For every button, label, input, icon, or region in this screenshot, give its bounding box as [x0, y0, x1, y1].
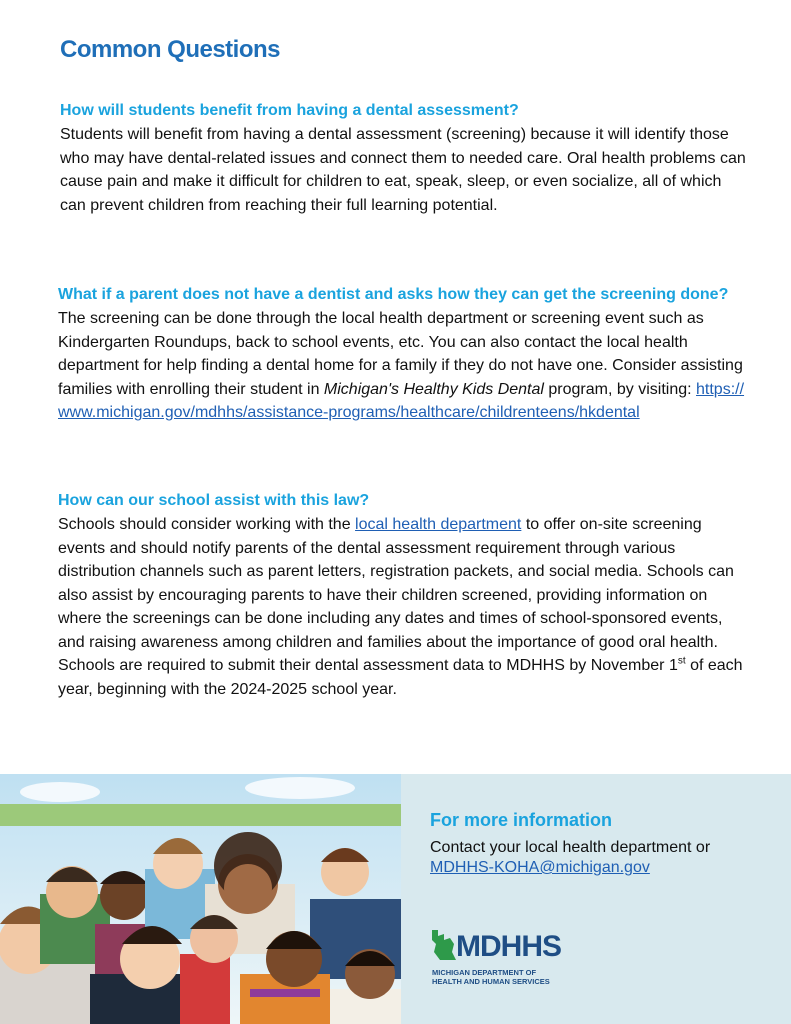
more-info-heading: For more information: [430, 810, 613, 830]
local-health-department-link[interactable]: local health department: [355, 516, 522, 533]
answer-text: Schools should consider working with the local health department to offer on-site screening events and should notify parents of the dental assessment requirement through various distribution channels such as parent letters, registration packets, and social media. Schools can also assist by encouraging parents to have their children screened, providing information on where the screenings can be done including any dates and times of school-sponsored events, and raising awareness among children and families about the importance of good oral health. Schools are required to submit their dental assessment data to MDHHS by November 1st of each year, beginning with the 2024-2025 school year.: [58, 516, 743, 698]
question-no-dentist: [58, 284, 748, 425]
answer-text: Students will benefit from having a dental assessment (screening) because it will identify those who may have dental-related issues and connect them to needed care. Oral health problems can cause pain and make it difficult for children to eat, speak, sleep, or even socialize, all of which can prevent children from reaching their full learning potential.: [60, 126, 746, 214]
program-name: Michigan's Healthy Kids Dental: [323, 380, 544, 398]
children-photo: [0, 774, 401, 1024]
children-photo-illustration: [0, 774, 401, 1024]
question-heading: What if a parent does not have a dentist and asks how they can get the screening done?: [58, 286, 729, 303]
more-info-block: [430, 810, 770, 877]
logo-subtitle: MICHIGAN DEPARTMENT OF HEALTH AND HUMAN SERVICES: [432, 968, 550, 986]
footer-panel: [0, 774, 791, 1024]
question-heading: How can our school assist with this law?: [58, 492, 370, 509]
email-link[interactable]: MDHHS-KOHA@michigan.gov: [430, 859, 650, 876]
answer-text: The screening can be done through the local health department or screening event such as Kindergarten Roundups, back to school events, etc. You can also contact the local health department for help finding a dental home for a family if they do not have one. Consider assisting families with enrolling their student in Michigan's Healthy Kids Dental program, by visiting: https://www.michigan.gov/mdhhs/assistance-programs/healthcare/childrenteens/hkdental: [58, 310, 745, 421]
page-title: Common Questions: [60, 36, 281, 63]
more-info-text: Contact your local health department or: [430, 839, 711, 856]
question-heading: How will students benefit from having a dental assessment?: [60, 102, 519, 119]
logo-wordmark: MDHHS: [430, 930, 561, 964]
mdhhs-logo: [430, 924, 570, 994]
hkdental-link[interactable]: https://www.michigan.gov/mdhhs/assistance-programs/healthcare/childrenteens/hkdental: [58, 380, 745, 421]
question-school-assist: [58, 490, 748, 701]
question-benefit: [60, 100, 750, 217]
michigan-map-icon: [430, 930, 456, 960]
